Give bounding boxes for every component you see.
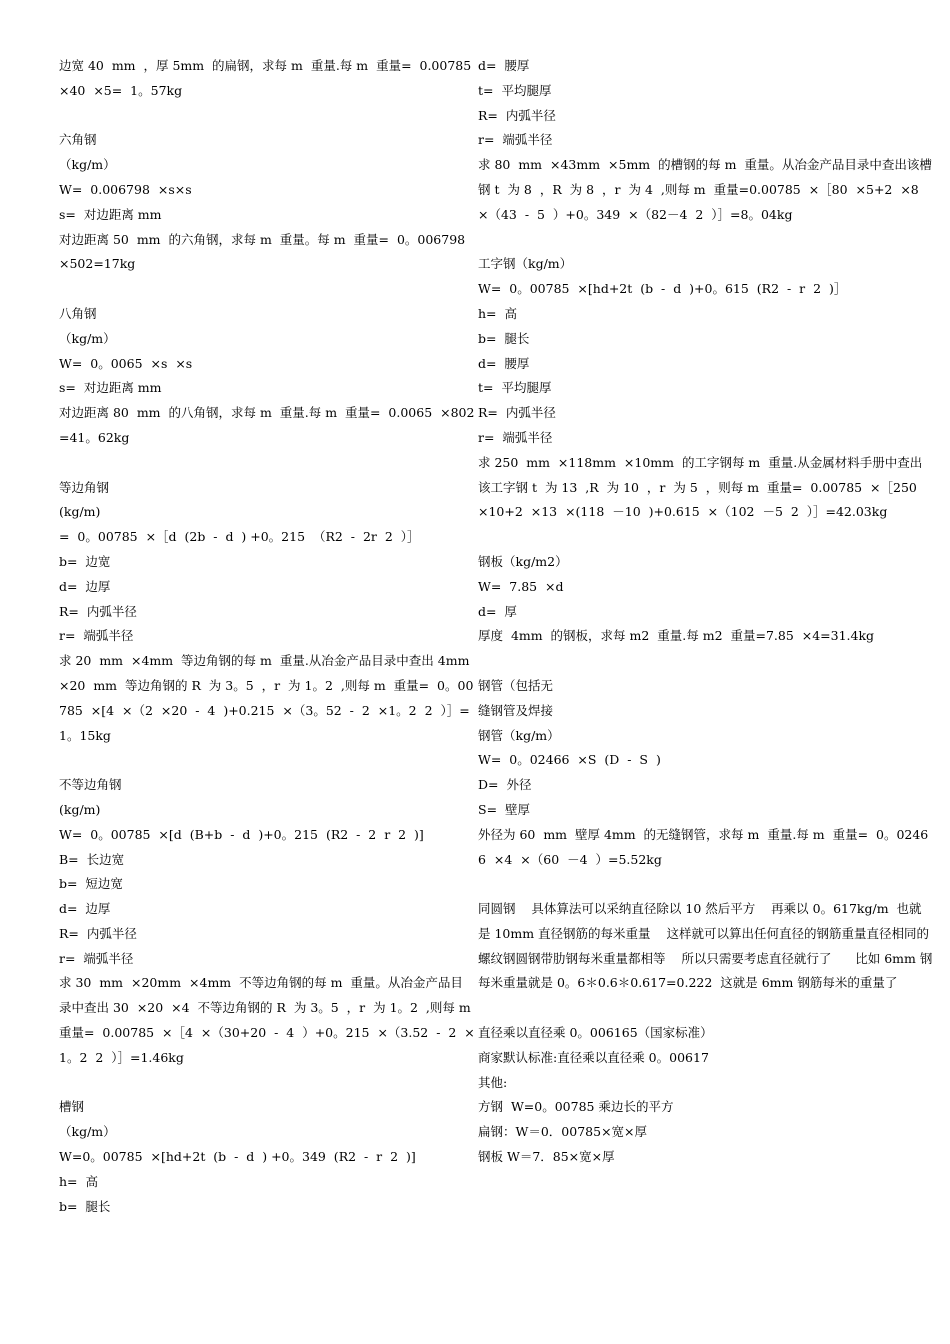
text-line: s= 对边距离 mm	[59, 206, 162, 222]
text-line: 钢板 W＝7．85×宽×厚	[478, 1149, 615, 1165]
text-line: R= 内弧半径	[59, 925, 137, 941]
text-line: b= 边宽	[59, 553, 111, 569]
text-line: r= 端弧半径	[59, 628, 134, 644]
text-line: 六角钢	[59, 132, 97, 148]
text-line: S= 壁厚	[478, 801, 530, 817]
text-line: R= 内弧半径	[59, 603, 137, 619]
text-line: W= 0。0065 ×s ×s	[59, 355, 193, 371]
text-line: b= 腿长	[59, 1198, 111, 1214]
text-line: (kg/m)	[59, 504, 101, 520]
text-line: 直径乘以直径乘 0。006165（国家标准）	[478, 1025, 713, 1041]
text-line: s= 对边距离 mm	[59, 380, 162, 396]
text-line: 对边距离 50 mm 的六角钢，求每 m 重量。每 m 重量= 0。006798 ×502=17kg	[59, 231, 474, 272]
text-line: W= 0。02466 ×S (D - S )	[478, 752, 661, 768]
text-line: d= 腰厚	[478, 58, 530, 73]
text-line: W= 0。00785 ×[hd+2t (b - d )+0。615 (R2 - r 2 )］	[478, 281, 847, 297]
text-line: d= 厚	[478, 603, 517, 619]
text-line: 商家默认标准:直径乘以直径乘 0。00617	[478, 1049, 709, 1065]
text-line: h= 高	[478, 305, 517, 321]
text-line: W= 0.006798 ×s×s	[59, 181, 192, 197]
blank-line	[478, 996, 933, 1021]
text-line: D= 外径	[478, 777, 532, 793]
text-line: d= 腰厚	[478, 355, 530, 371]
text-line: 求 250 mm ×118mm ×10mm 的工字钢每 m 重量.从金属材料手册中查出该工字钢 t 为 13 ,R 为 10 ，r 为 5 ，则每 m 重量= 0.00785 ×［250 ×10+2 ×13 ×(118 －10 )+0.615 ×（102 －5 2 ）］=42.03kg	[478, 454, 925, 520]
text-line: 八角钢	[59, 305, 97, 321]
blank-line	[59, 277, 475, 302]
text-line: 钢管（包括无	[478, 677, 554, 693]
text-line: 对边距离 80 mm 的八角钢，求每 m 重量.每 m 重量= 0.0065 ×802=41。62kg	[59, 405, 475, 445]
text-line: 扁钢：W＝0．00785×宽×厚	[478, 1124, 648, 1140]
right-column	[478, 54, 933, 1170]
text-line: 厚度 4mm 的钢板，求每 m2 重量.每 m2 重量=7.85 ×4=31.4kg	[478, 628, 875, 644]
text-line: （kg/m）	[59, 1124, 116, 1140]
blank-line	[478, 872, 933, 897]
text-line: r= 端弧半径	[478, 132, 553, 148]
text-line: 外径为 60 mm 壁厚 4mm 的无缝钢管，求每 m 重量.每 m 重量= 0。02466 ×4 ×（60 －4 ）=5.52kg	[478, 826, 929, 867]
left-column	[59, 54, 480, 1219]
blank-line	[59, 748, 475, 773]
blank-line	[59, 1071, 475, 1096]
text-line: 边宽 40 mm ，厚 5mm 的扁钢，求每 m 重量.每 m 重量= 0.00785 ×40 ×5= 1。57kg	[59, 58, 480, 98]
text-line: 工字钢（kg/m）	[478, 256, 573, 272]
text-line: 求 30 mm ×20mm ×4mm 不等边角钢的每 m 重量。从冶金产品目录中查出 30 ×20 ×4 不等边角钢的 R 为 3。5 ，r 为 1。2 ,则每 m 重量= 0.00785 ×［4 ×（30+20 - 4 ）+0。215 ×（3.52 - 2 ×1。2 2 ）］=1.46kg	[59, 975, 479, 1065]
blank-line	[59, 104, 475, 129]
text-line: 不等边角钢	[59, 777, 122, 793]
text-line: 等边角钢	[59, 479, 110, 495]
text-line: d= 边厚	[59, 578, 111, 594]
text-line: （kg/m）	[59, 330, 116, 346]
text-line: t= 平均腿厚	[478, 380, 552, 396]
text-line: W= 0。00785 ×[d (B+b - d )+0。215 (R2 - 2 r 2 )]	[59, 826, 424, 842]
text-line: t= 平均腿厚	[478, 82, 552, 98]
text-line: 缝钢管及焊接	[478, 702, 554, 718]
text-line: B= 长边宽	[59, 851, 125, 867]
text-line: b= 短边宽	[59, 876, 123, 892]
text-line: 求 20 mm ×4mm 等边角钢的每 m 重量.从冶金产品目录中查出 4mm ×20 mm 等边角钢的 R 为 3。5 ，r 为 1。2 ,则每 m 重量= 0。00785 ×[4 ×（2 ×20 - 4 )+0.215 ×（3。52 - 2 ×1。2 2 ）］=1。15kg	[59, 653, 478, 743]
text-line: W=0。00785 ×[hd+2t (b - d ) +0。349 (R2 - r 2 )]	[59, 1149, 416, 1165]
text-line: d= 边厚	[59, 901, 111, 917]
text-line: W= 7.85 ×d	[478, 578, 564, 594]
text-line: h= 高	[59, 1173, 98, 1189]
blank-line	[478, 649, 933, 674]
text-line: 其他:	[478, 1074, 508, 1090]
blank-line	[478, 525, 933, 550]
text-line: r= 端弧半径	[478, 429, 553, 445]
text-line: 同圆钢 具体算法可以采纳直径除以 10 然后平方 再乘以 0。617kg/m 也就是 10mm 直径钢筋的每米重量 这样就可以算出任何直径的钢筋重量直径相同的螺纹钢圆钢带肋钢每米重量都相等 所以只需要考虑直径就行了 比如 6mm 钢每米重量就是 0。6＊0.6＊0.617=0.222 这就是 6mm 钢筋每米的重量了	[478, 901, 933, 991]
text-line: 钢板（kg/m2）	[478, 553, 568, 569]
blank-line	[478, 228, 933, 253]
text-line: b= 腿长	[478, 330, 530, 346]
text-line: R= 内弧半径	[478, 107, 556, 123]
text-line: 求 80 mm ×43mm ×5mm 的槽钢的每 m 重量。从冶金产品目录中查出该槽钢 t 为 8 ，R 为 8 ，r 为 4 ,则每 m 重量=0.00785 ×［80 ×5+2 ×8 ×（43 - 5 ）+0。349 ×（82－4 2 ）］=8。04kg	[478, 157, 932, 222]
text-line: 槽钢	[59, 1099, 85, 1115]
text-line: 方钢 W=0。00785 乘边长的平方	[478, 1099, 674, 1115]
text-line: （kg/m）	[59, 157, 116, 173]
text-line: (kg/m)	[59, 801, 101, 817]
text-line: R= 内弧半径	[478, 405, 556, 421]
blank-line	[59, 451, 475, 476]
text-line: r= 端弧半径	[59, 950, 134, 966]
text-line: 钢管（kg/m）	[478, 727, 560, 743]
text-line: = 0。00785 ×［d (2b - d ) +0。215 （R2 - 2r 2 ）］	[59, 529, 420, 545]
